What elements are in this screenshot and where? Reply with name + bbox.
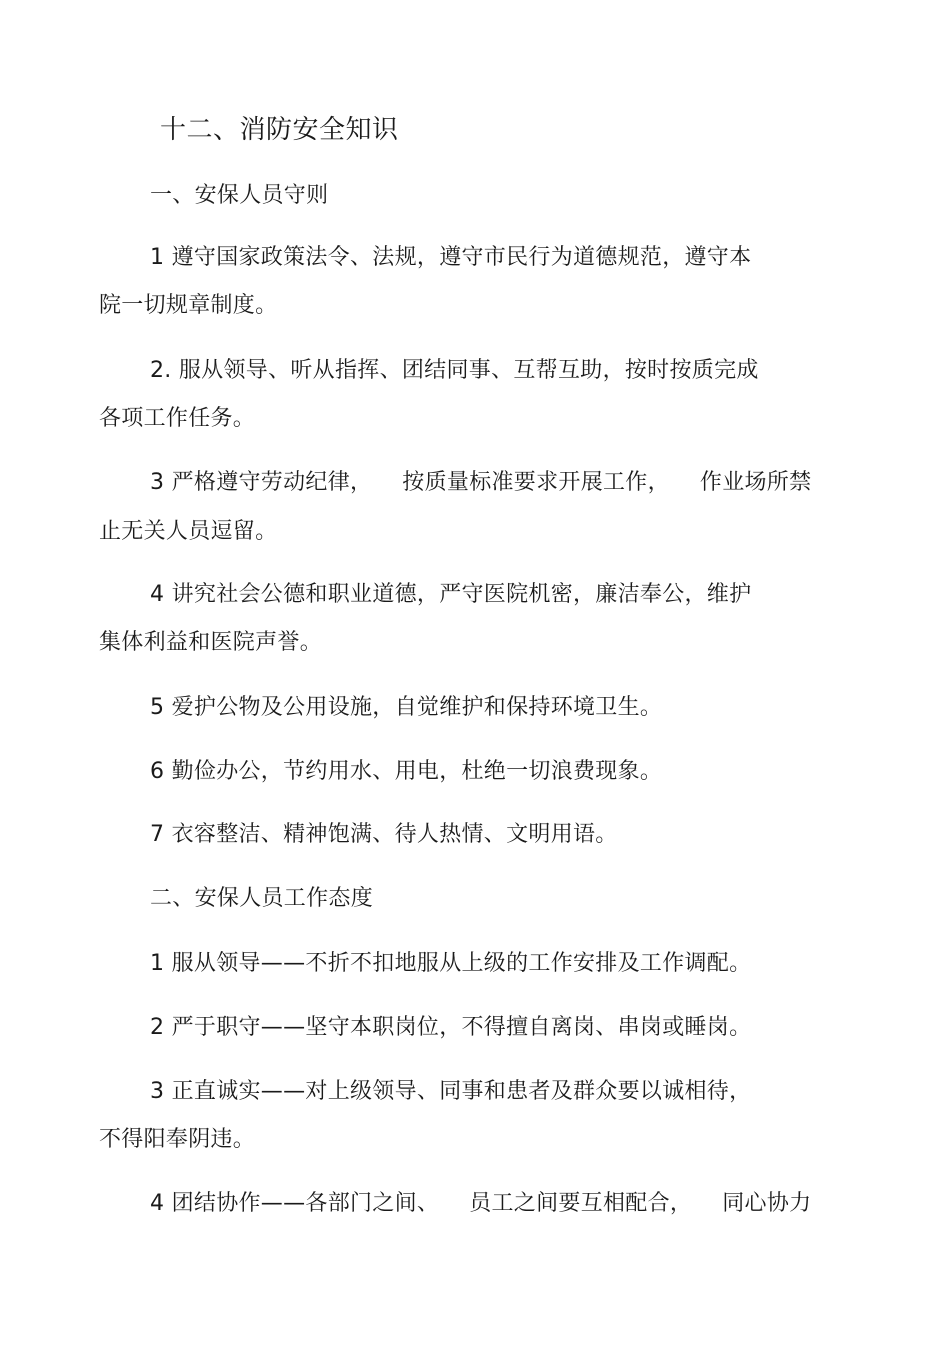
rule-7: 7 衣容整洁、精神饱满、待人热情、文明用语。 xyxy=(150,822,618,847)
rule-3-part-c: 作业场所禁 xyxy=(699,470,812,495)
section-heading-2: 二、安保人员工作态度 xyxy=(150,886,374,911)
rule-3-part-a: 3 严格遵守劳动纪律， xyxy=(150,470,373,495)
document-title: 十二、消防安全知识 xyxy=(160,115,399,145)
attitude-3-line-1: 3 正直诚实——对上级领导、同事和患者及群众要以诚相待， xyxy=(150,1079,752,1104)
attitude-3-line-2: 不得阳奉阴违。 xyxy=(99,1127,256,1152)
attitude-4-part-b: 员工之间要互相配合， xyxy=(469,1191,693,1216)
rule-1-line-1: 1 遵守国家政策法令、法规，遵守市民行为道德规范，遵守本 xyxy=(150,245,752,270)
rule-5: 5 爱护公物及公用设施，自觉维护和保持环境卫生。 xyxy=(150,695,663,720)
rule-4-line-1: 4 讲究社会公德和职业道德，严守医院机密，廉洁奉公，维护 xyxy=(150,582,752,607)
rule-2-line-2: 各项工作任务。 xyxy=(99,406,256,431)
attitude-2: 2 严于职守——坚守本职岗位，不得擅自离岗、串岗或睡岗。 xyxy=(150,1015,752,1040)
rule-3-line-1 xyxy=(150,468,811,498)
rule-4-line-2: 集体利益和医院声誉。 xyxy=(99,630,323,655)
attitude-4-line-1 xyxy=(150,1189,811,1219)
section-heading-1: 一、安保人员守则 xyxy=(150,183,329,208)
attitude-1: 1 服从领导——不折不扣地服从上级的工作安排及工作调配。 xyxy=(150,951,752,976)
rule-1-line-2: 院一切规章制度。 xyxy=(99,293,278,318)
attitude-4-part-c: 同心协力 xyxy=(722,1191,812,1216)
rule-2-line-1: 2. 服从领导、听从指挥、团结同事、互帮互助，按时按质完成 xyxy=(150,358,759,383)
rule-3-line-2: 止无关人员逗留。 xyxy=(99,519,278,544)
rule-6: 6 勤俭办公，节约用水、用电，杜绝一切浪费现象。 xyxy=(150,759,663,784)
attitude-4-part-a: 4 团结协作——各部门之间、 xyxy=(150,1191,440,1216)
rule-3-part-b: 按质量标准要求开展工作， xyxy=(402,470,670,495)
